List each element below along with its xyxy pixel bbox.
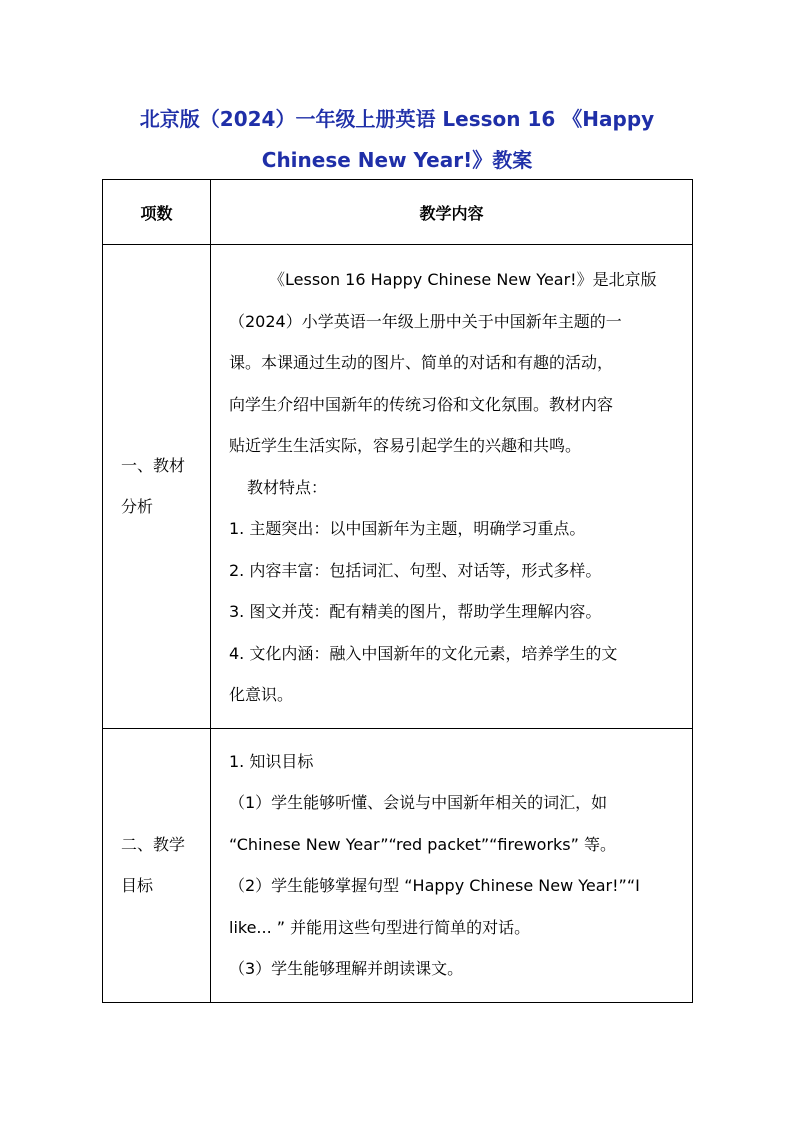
- row-label-line1: 二、教学: [121, 835, 186, 854]
- header-item-count: 项数: [103, 180, 211, 245]
- content-line: 贴近学生生活实际，容易引起学生的兴趣和共鸣。: [229, 436, 582, 455]
- table-header-row: [103, 180, 693, 245]
- content-line: 《Lesson 16 Happy Chinese New Year!》是北京版: [269, 270, 657, 289]
- content-line: 向学生介绍中国新年的传统习俗和文化氛围。教材内容: [229, 394, 614, 414]
- content-line: 1. 主题突出：以中国新年为主题，明确学习重点。: [229, 519, 586, 538]
- content-line: “Chinese New Year”“red packet”“fireworks” 等。: [229, 834, 617, 854]
- content-line: （2）学生能够掌握句型 “Happy Chinese New Year!”“I: [229, 876, 640, 895]
- content-line: 教材特点：: [247, 477, 328, 497]
- content-line: 1. 知识目标: [229, 751, 314, 771]
- row-label-line2: 分析: [121, 497, 154, 517]
- row-label-textbook-analysis: [103, 245, 211, 729]
- row-content-teaching-objectives: [211, 728, 693, 1002]
- content-line: 3. 图文并茂：配有精美的图片，帮助学生理解内容。: [229, 602, 602, 621]
- content-line: 4. 文化内涵：融入中国新年的文化元素，培养学生的文: [229, 643, 618, 663]
- row-content-textbook-analysis: [211, 245, 693, 729]
- table-row-teaching-objectives: [103, 728, 693, 1002]
- lesson-plan-table: [102, 179, 693, 1003]
- content-line: （2024）小学英语一年级上册中关于中国新年主题的一: [229, 311, 622, 331]
- row-label-teaching-objectives: [103, 728, 211, 1002]
- content-line: （1）学生能够听懂、会说与中国新年相关的词汇，如: [229, 793, 608, 812]
- content-line: 2. 内容丰富：包括词汇、句型、对话等，形式多样。: [229, 560, 602, 580]
- table-row-textbook-analysis: [103, 245, 693, 729]
- header-teaching-content: 教学内容: [211, 180, 693, 245]
- content-line: （3）学生能够理解并朗读课文。: [229, 959, 464, 978]
- content-line: 化意识。: [229, 685, 294, 704]
- document-title-line1: 北京版（2024）一年级上册英语 Lesson 16 《Happy: [139, 107, 655, 131]
- content-line: 课。本课通过生动的图片、简单的对话和有趣的活动，: [229, 353, 614, 372]
- content-line: like... ” 并能用这些句型进行简单的对话。: [229, 917, 531, 937]
- row-label-line1: 一、教材: [121, 456, 186, 476]
- row-label-line2: 目标: [121, 876, 154, 895]
- document-title-line2: Chinese New Year!》教案: [261, 148, 533, 172]
